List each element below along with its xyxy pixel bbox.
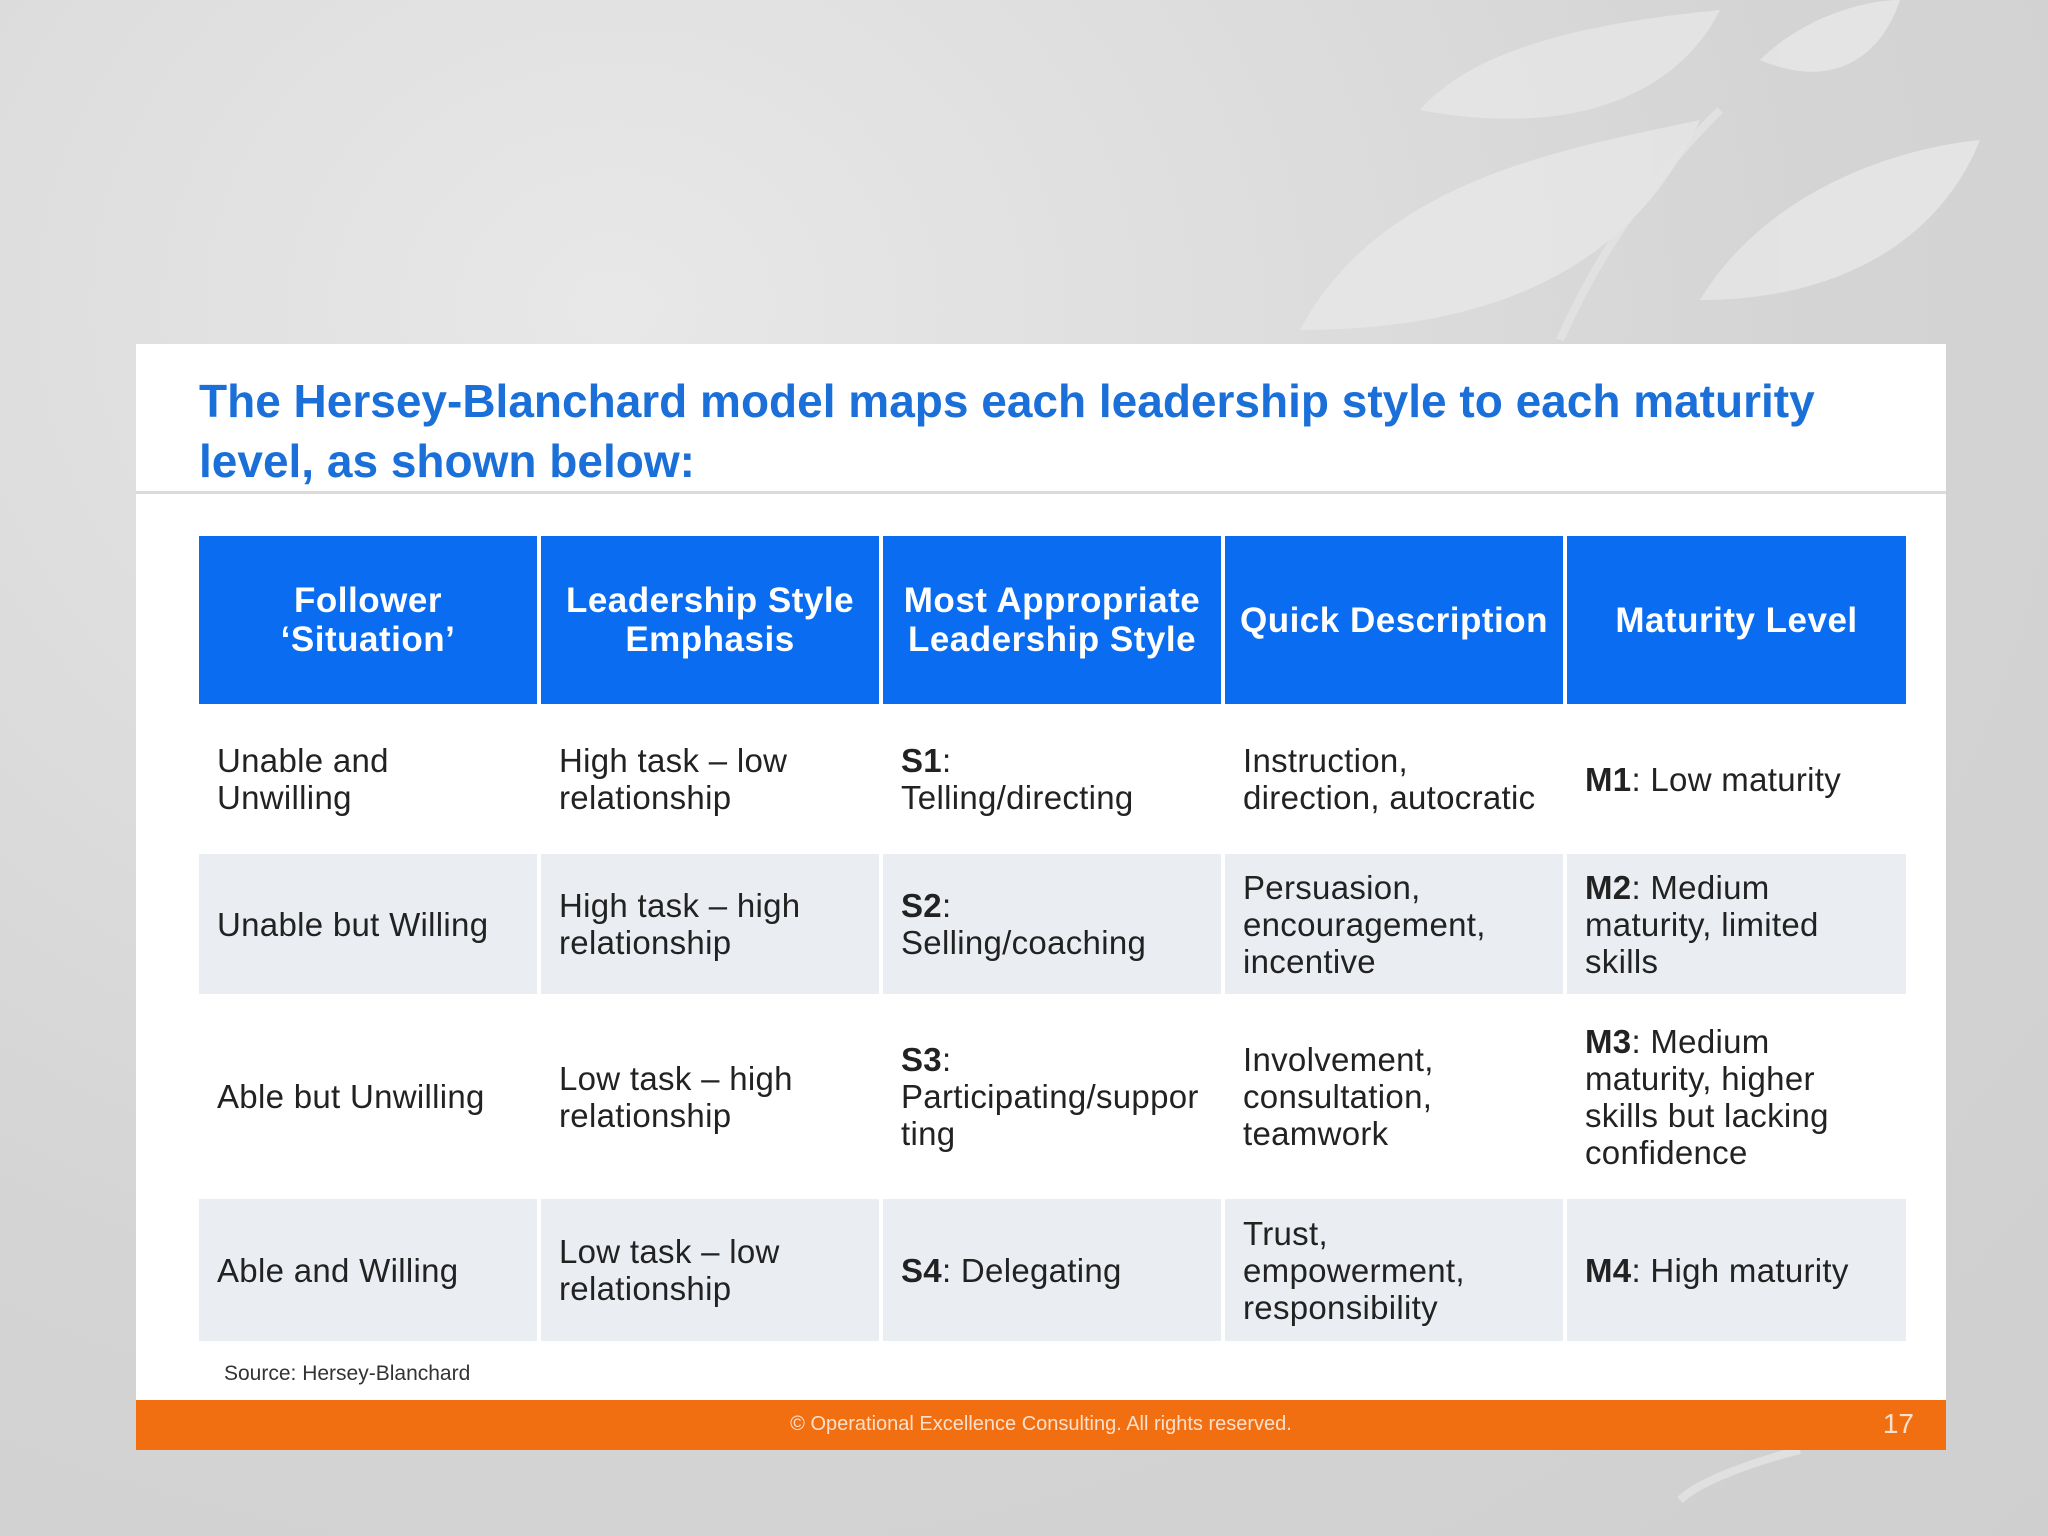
style-separator: : (941, 887, 952, 924)
cell-style (883, 994, 1221, 1199)
cell-style (883, 704, 1221, 854)
maturity-code: M3 (1585, 1022, 1632, 1060)
footer-copyright: © Operational Excellence Consulting. All rights reserved. (790, 1413, 1292, 1435)
header-leadership-style-emphasis: Leadership Style Emphasis (541, 536, 879, 704)
header-most-appropriate-style: Most Appropriate Leadership Style (883, 536, 1221, 704)
maturity-code: M4 (1585, 1251, 1632, 1289)
footer-bar (136, 1400, 1946, 1450)
cell-emphasis: High task – high relationship (541, 854, 879, 994)
cell-description: Trust, empowerment, responsibility (1225, 1199, 1563, 1341)
cell-situation: Able but Unwilling (199, 994, 537, 1199)
maturity-text: : High maturity (1631, 1251, 1849, 1289)
leadership-model-table (199, 536, 1899, 1341)
maturity-text: : Medium maturity, limited skills (1585, 868, 1819, 980)
cell-maturity (1567, 854, 1906, 994)
style-separator: : (941, 742, 952, 779)
header-maturity-level: Maturity Level (1567, 536, 1906, 704)
slide (136, 344, 1946, 1450)
maturity-code: M1 (1585, 760, 1632, 798)
source-note: Source: Hersey-Blanchard (224, 1362, 471, 1385)
header-follower-situation: Follower ‘Situation’ (199, 536, 537, 704)
style-code: S3 (901, 1041, 942, 1078)
cell-style (883, 1199, 1221, 1341)
cell-maturity (1567, 704, 1906, 854)
cell-description: Involvement, consultation, teamwork (1225, 994, 1563, 1199)
header-quick-description: Quick Description (1225, 536, 1563, 704)
style-name: Selling/coaching (901, 924, 1147, 961)
maturity-text: : Medium maturity, higher skills but lacking confidence (1585, 1022, 1829, 1171)
cell-style (883, 854, 1221, 994)
cell-maturity (1567, 994, 1906, 1199)
maturity-text: : Low maturity (1631, 760, 1842, 798)
style-separator: : (941, 1251, 952, 1289)
cell-description: Persuasion, encouragement, incentive (1225, 854, 1563, 994)
cell-maturity (1567, 1199, 1906, 1341)
style-code: S2 (901, 887, 942, 924)
cell-situation: Unable and Unwilling (199, 704, 537, 854)
slide-title: The Hersey-Blanchard model maps each leadership style to each maturity level, as shown below: (199, 375, 1815, 487)
cell-description: Instruction, direction, autocratic (1225, 704, 1563, 854)
style-name: Participating/supporting (901, 1078, 1199, 1152)
style-code: S4 (901, 1251, 942, 1289)
style-name: Delegating (960, 1251, 1122, 1289)
cell-situation: Able and Willing (199, 1199, 537, 1341)
cell-emphasis: Low task – high relationship (541, 994, 879, 1199)
cell-emphasis: Low task – low relationship (541, 1199, 879, 1341)
style-code: S1 (901, 742, 942, 779)
cell-situation: Unable but Willing (199, 854, 537, 994)
title-divider (136, 491, 1946, 494)
cell-emphasis: High task – low relationship (541, 704, 879, 854)
style-name: Telling/directing (901, 779, 1134, 816)
page-number: 17 (1882, 1408, 1914, 1439)
maturity-code: M2 (1585, 868, 1632, 906)
style-separator: : (941, 1041, 952, 1078)
